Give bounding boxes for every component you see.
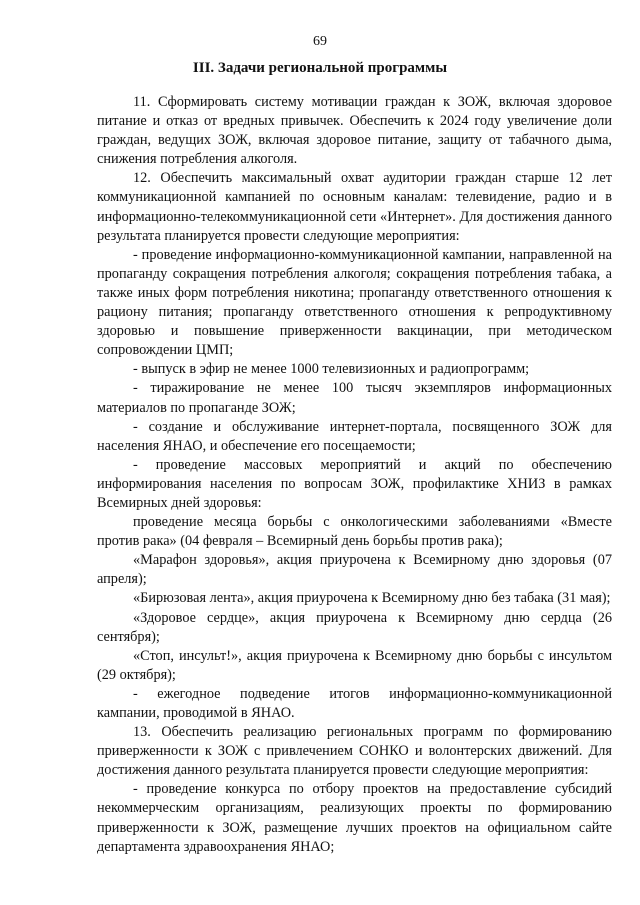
document-body [97,93,612,857]
paragraph-13: 13. Обеспечить реализацию региональных программ по формированию приверженности к ЗОЖ с привлечением СОНКО и волонтерских движений. Для достижения данного результата планируется провести следующие мероприятия: [97,724,612,779]
list-item: - создание и обслуживание интернет-портала, посвященного ЗОЖ для населения ЯНАО, и обеспечение его посещаемости; [97,418,612,454]
section-title: III. Задачи региональной программы [192,60,448,76]
paragraph-11: 11. Сформировать систему мотивации граждан к ЗОЖ, включая здоровое питание и отказ от вредных привычек. Обеспечить к 2024 году увеличение доли граждан, ведущих ЗОЖ, включая здоровое питание, защиту от табачного дыма, снижения потребления алкоголя. [97,94,612,168]
list-item: - проведение конкурса по отбору проектов на предоставление субсидий некоммерческим организациям, реализующих проекты по формированию приверженности к ЗОЖ, размещение лучших проектов на официальном сайте департамента здравоохранения ЯНАО; [97,781,612,855]
list-item: - проведение массовых мероприятий и акций по обеспечению информирования населения по вопросам ЗОЖ, профилактике ХНИЗ в рамках Всемирных дней здоровья: [97,456,612,511]
page-number: 69 [313,34,327,49]
event-item: «Бирюзовая лента», акция приурочена к Всемирному дню без табака (31 мая); [133,590,611,607]
event-item: «Стоп, инсульт!», акция приурочена к Всемирному дню борьбы с инсультом (29 октября); [97,647,612,683]
paragraph-12: 12. Обеспечить максимальный охват аудитории граждан старше 12 лет коммуникационной кампанией по основным каналам: телевидение, радио и в информационно-телекоммуникационной сети «Интернет». Для достижения данного результата планируется провести следующие мероприятия: [97,170,612,244]
list-item: - тиражирование не менее 100 тысяч экземпляров информационных материалов по пропаганде ЗОЖ; [97,380,612,416]
event-item: «Марафон здоровья», акция приурочена к Всемирному дню здоровья (07 апреля); [97,552,612,588]
list-item: - ежегодное подведение итогов информационно-коммуникационной кампании, проводимой в ЯНАО. [97,685,612,721]
list-item: - проведение информационно-коммуникационной кампании, направленной на пропаганду сокращения потребления алкоголя; сокращения потребления табака, а также иных форм потребления никотина; пропаганду ответственного отношения к рациону питания; пропаганду ответственного отношения к репродуктивному здоровью и повышение приверженности вакцинации, при методическом сопровождении ЦМП; [97,246,612,359]
list-item: - выпуск в эфир не менее 1000 телевизионных и радиопрограмм; [133,361,530,378]
event-item: «Здоровое сердце», акция приурочена к Всемирному дню сердца (26 сентября); [97,609,612,645]
event-item: проведение месяца борьбы с онкологическими заболеваниями «Вместе против рака» (04 февраля – Всемирный день борьбы против рака); [97,514,612,550]
